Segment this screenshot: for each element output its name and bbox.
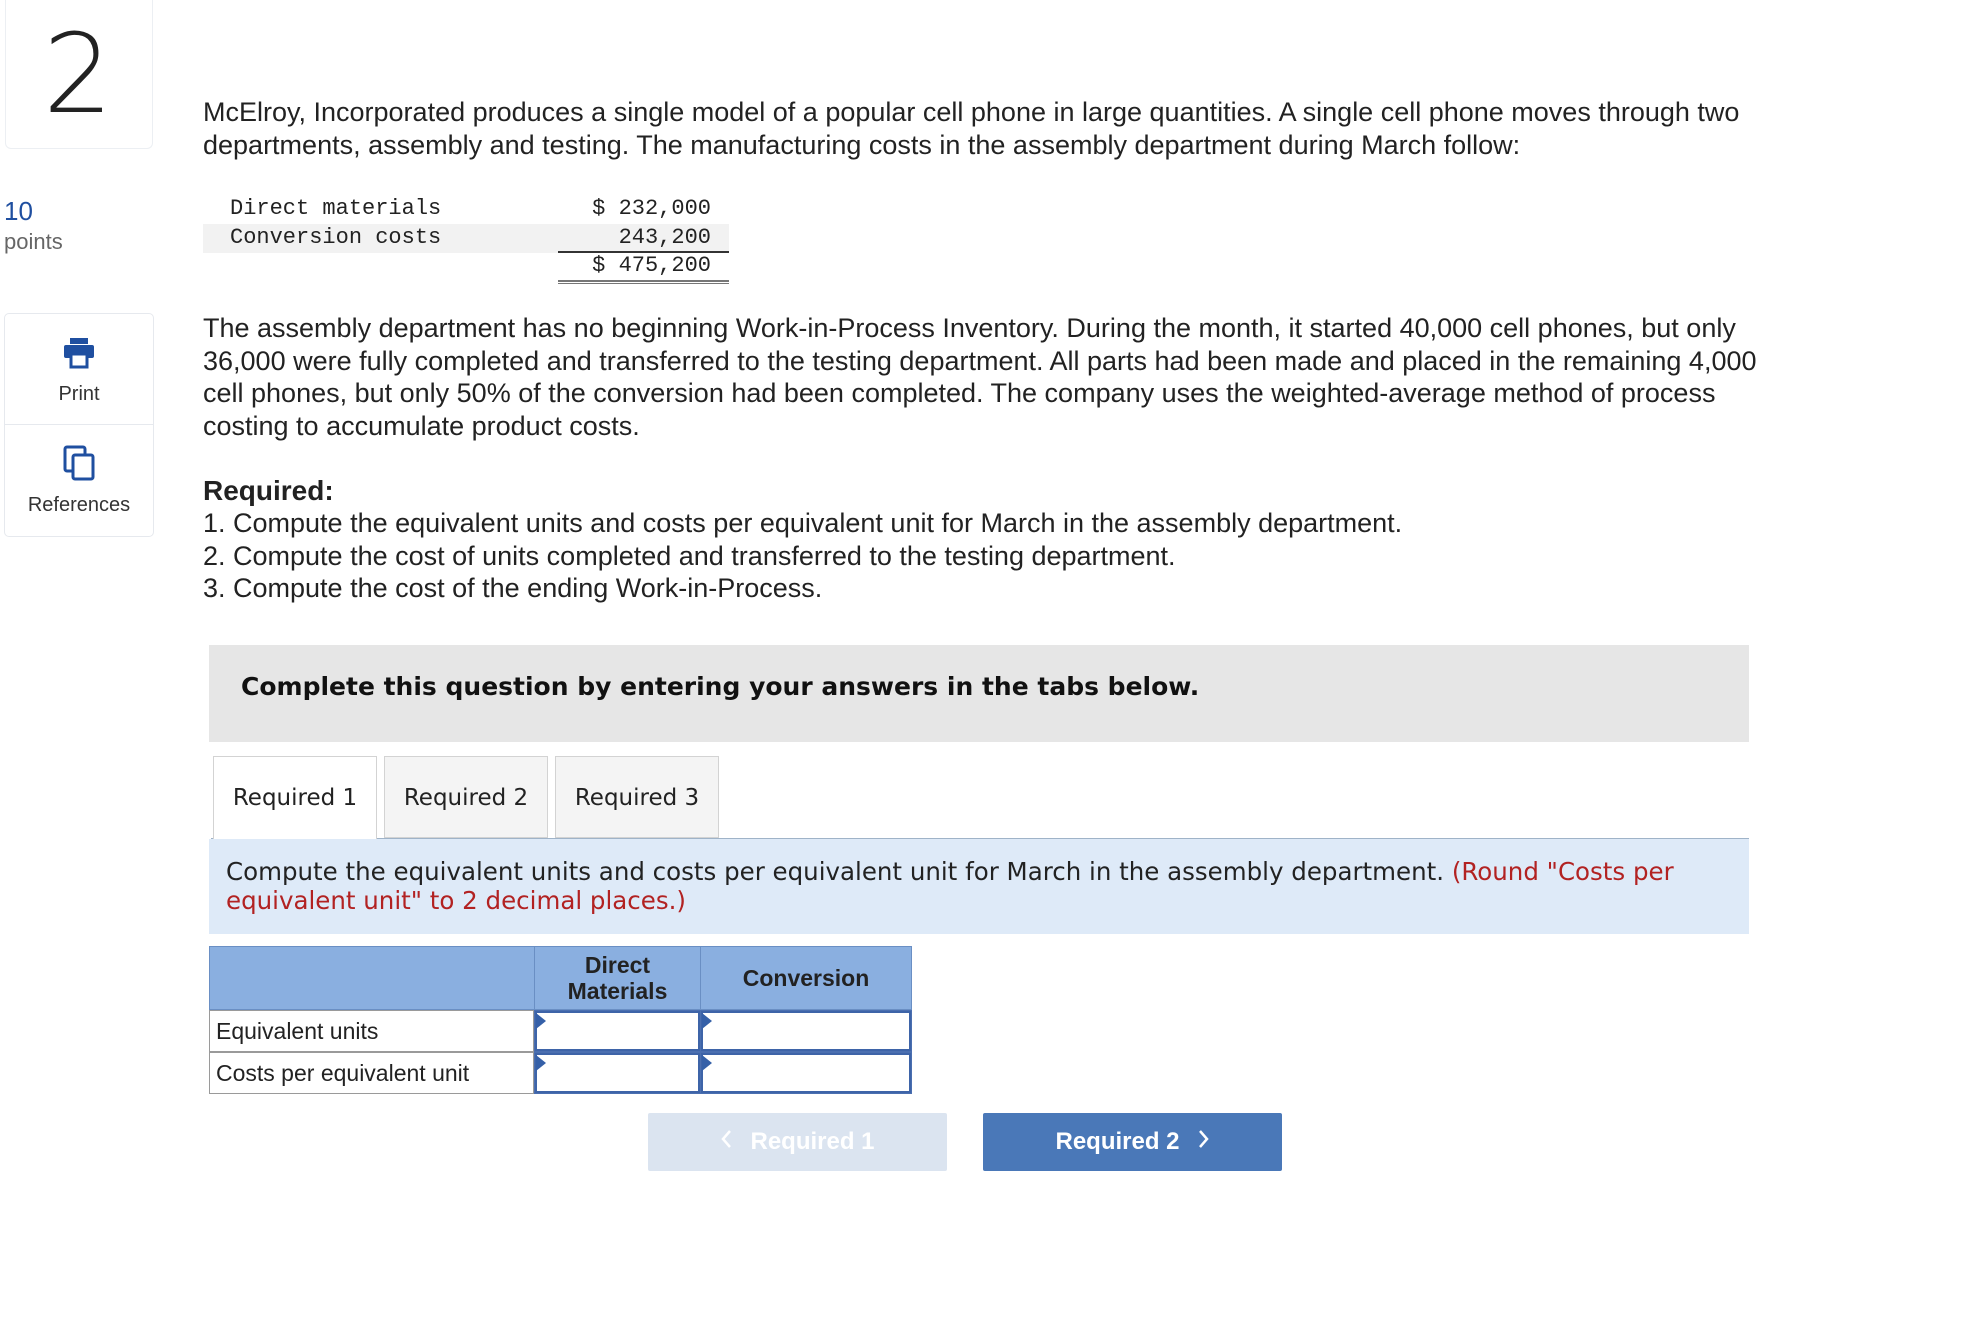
details-text xyxy=(203,312,1883,442)
equivalent-units-direct-materials-input[interactable] xyxy=(535,1011,700,1051)
input-flag-icon xyxy=(536,1013,546,1029)
cost-per-unit-conversion-field[interactable] xyxy=(700,1052,912,1094)
cost-value-direct-materials: $ 232,000 xyxy=(592,196,711,221)
equivalent-units-direct-materials-field[interactable] xyxy=(534,1010,701,1052)
table-header-label: Conversion xyxy=(742,965,870,991)
equivalent-units-conversion-field[interactable] xyxy=(700,1010,912,1052)
prev-required-label: Required 1 xyxy=(750,1128,875,1155)
input-flag-icon xyxy=(536,1055,546,1071)
details-line: cell phones, but only 50% of the conversion had been completed. The company uses the weighted-average method of process xyxy=(203,378,1716,408)
next-required-button[interactable] xyxy=(983,1113,1282,1171)
print-button[interactable] xyxy=(5,336,153,406)
details-line: costing to accumulate product costs. xyxy=(203,410,640,441)
table-header-label xyxy=(210,947,534,1009)
instruction-note: (Round "Costs per xyxy=(1451,857,1674,886)
total-double-rule xyxy=(558,280,729,284)
cost-label-conversion: Conversion costs xyxy=(230,225,442,250)
table-header-label: Direct Materials xyxy=(567,952,668,1004)
cost-per-unit-conversion-input[interactable] xyxy=(701,1053,911,1093)
points-value: 10 xyxy=(4,196,33,226)
references-label: References xyxy=(27,494,131,516)
input-flag-icon xyxy=(702,1013,712,1029)
tab-required-3[interactable]: Required 3 xyxy=(555,756,719,838)
required-list xyxy=(203,507,1883,605)
printer-icon xyxy=(5,336,153,375)
cost-per-unit-direct-materials-field[interactable] xyxy=(534,1052,701,1094)
required-item: 2. Compute the cost of units completed and transferred to the testing department. xyxy=(203,540,1176,571)
row-label-costs-per-equivalent-unit: Costs per equivalent unit xyxy=(209,1052,534,1094)
tools-panel xyxy=(4,313,154,537)
tools-divider xyxy=(5,424,153,425)
tab-required-1[interactable]: Required 1 xyxy=(213,756,377,840)
cost-total: $ 475,200 xyxy=(592,253,711,278)
copy-icon xyxy=(5,445,153,486)
question-number: 2 xyxy=(43,10,113,138)
chevron-right-icon xyxy=(1198,1128,1210,1156)
points-label: points xyxy=(4,229,63,254)
details-line: The assembly department has no beginning Work-in-Process Inventory. During the month, it started 40,000 cell phones, but only xyxy=(203,313,1736,343)
tab-required-2[interactable]: Required 2 xyxy=(384,756,548,838)
table-header-direct-materials xyxy=(534,946,701,1010)
table-header-conversion xyxy=(700,946,912,1010)
references-button[interactable] xyxy=(5,445,153,517)
required-title: Required: xyxy=(203,475,334,506)
intro-text: McElroy, Incorporated produces a single model of a popular cell phone in large quantities. A single cell phone moves through two departments, assembly and testing. The manufacturing costs in the assembly department during March follow: xyxy=(203,97,1740,160)
instructions-banner-text: Complete this question by entering your answers in the tabs below. xyxy=(241,672,1200,701)
instruction-text xyxy=(226,857,1706,915)
required-item: 1. Compute the equivalent units and costs per equivalent unit for March in the assembly department. xyxy=(203,508,1403,538)
print-label: Print xyxy=(58,383,100,405)
cost-label-direct-materials: Direct materials xyxy=(230,196,442,221)
equivalent-units-conversion-input[interactable] xyxy=(701,1011,911,1051)
instruction-main: Compute the equivalent units and costs per equivalent unit for March in the assembly department. xyxy=(226,857,1445,886)
chevron-left-icon xyxy=(720,1128,732,1156)
prev-required-button[interactable] xyxy=(648,1113,947,1171)
instruction-note-cont: equivalent unit" to 2 decimal places.) xyxy=(226,886,686,915)
required-item: 3. Compute the cost of the ending Work-in-Process. xyxy=(203,573,823,603)
cost-per-unit-direct-materials-input[interactable] xyxy=(535,1053,700,1093)
details-line: 36,000 were fully completed and transferred to the testing department. All parts had been made and placed in the remaining 4,000 xyxy=(203,345,1757,376)
input-flag-icon xyxy=(702,1055,712,1071)
cost-value-conversion: 243,200 xyxy=(618,225,711,250)
next-required-label: Required 2 xyxy=(1055,1128,1180,1155)
row-label-equivalent-units: Equivalent units xyxy=(209,1010,534,1052)
table-header-blank xyxy=(209,946,535,1010)
